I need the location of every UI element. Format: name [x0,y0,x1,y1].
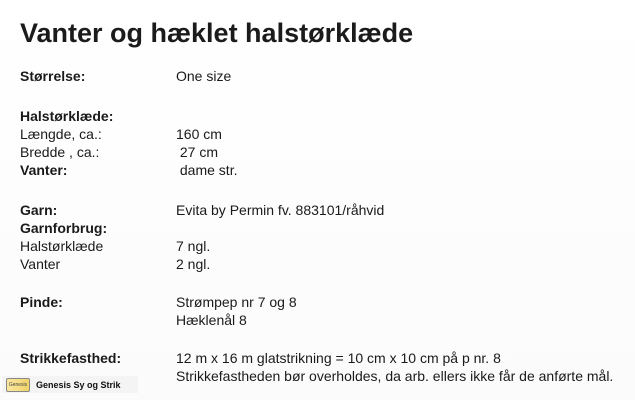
yarn-usage-heading: Garnforbrug: [20,220,108,236]
size-value: One size [176,68,232,84]
scarf-heading: Halstørklæde: [20,108,114,124]
publisher-logo [2,376,138,393]
yarn-usage-scarf-label: Halstørklæde [20,238,104,254]
length-label: Længde, ca.: [20,126,102,142]
width-label: Bredde , ca.: [20,144,100,160]
mittens-value: dame str. [176,162,238,178]
needles-label: Pinde: [20,294,63,310]
gauge-note-value: Strikkefastheden bør overholdes, da arb. ellers ikke får de anførte mål. [176,368,614,384]
publisher-logo-mark: Genesis [6,378,30,392]
needles-value: Strømpep nr 7 og 8 [176,294,297,310]
page-title: Vanter og hæklet halstørklæde [20,18,414,48]
mittens-label: Vanter: [20,162,68,178]
yarn-value: Evita by Permin fv. 883101/råhvid [176,202,385,218]
publisher-brand: Genesis Sy og Strik [36,379,121,390]
width-value: 27 cm [176,144,219,160]
crochet-hook-value: Hæklenål 8 [176,312,247,328]
length-value: 160 cm [176,126,222,142]
size-label: Størrelse: [20,68,86,84]
gauge-value: 12 m x 16 m glatstrikning = 10 cm x 10 cm på p nr. 8 [176,350,501,366]
yarn-usage-mittens-value: 2 ngl. [176,256,211,272]
yarn-usage-scarf-value: 7 ngl. [176,238,211,254]
yarn-usage-mittens-label: Vanter [20,256,61,272]
gauge-label: Strikkefasthed: [20,350,122,366]
yarn-label: Garn: [20,202,58,218]
